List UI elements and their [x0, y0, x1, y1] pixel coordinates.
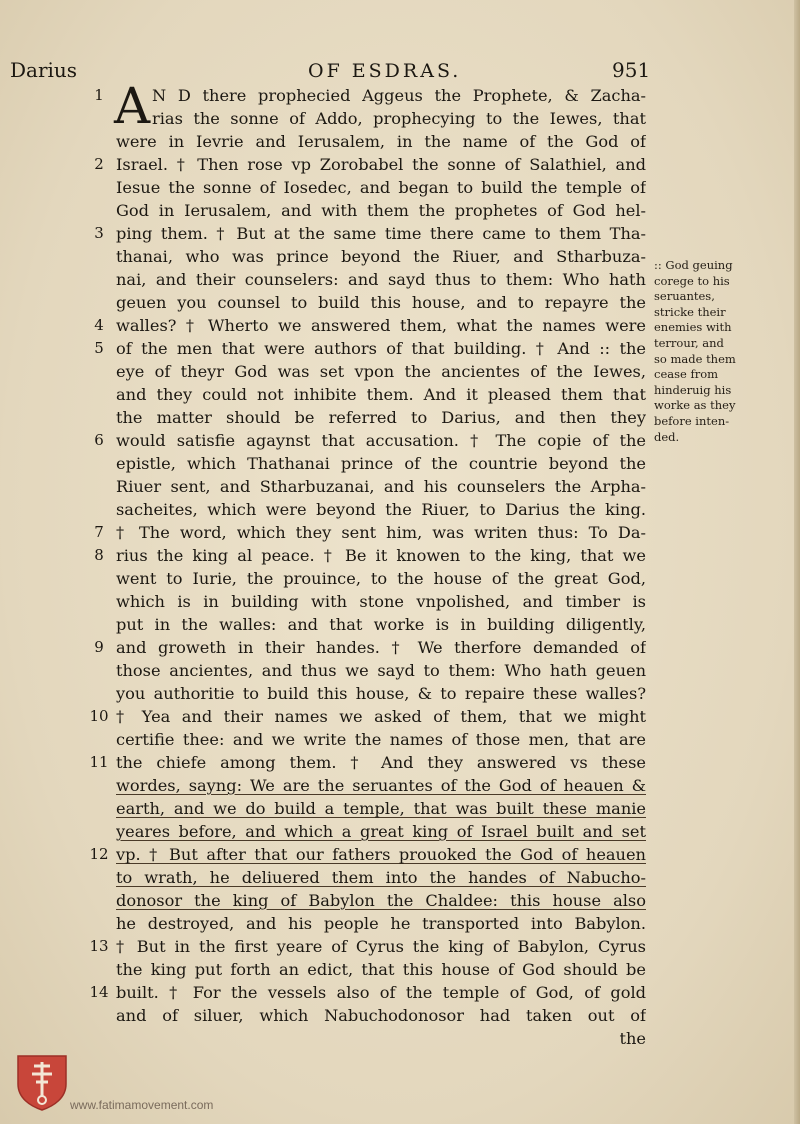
verse-number: [86, 130, 112, 153]
text-line: went to Iurie, the prouince, to the house of the great God,: [116, 569, 646, 588]
verse-number: [86, 682, 112, 705]
text-line: and they could not inhibite them. And it pleased them that: [116, 385, 646, 404]
text-line: Riuer sent, and Stharbuzanai, and his counselers the Arpha-: [116, 477, 646, 496]
text-line: Iesue the sonne of Iosedec, and began to build the temple of: [116, 178, 646, 197]
verse-number: [86, 360, 112, 383]
text-line: built. † For the vessels also of the temple of God, of gold: [116, 983, 646, 1002]
verse-number: 12: [89, 845, 109, 863]
text-line: eye of theyr God was set vpon the ancientes of the Iewes,: [116, 362, 646, 381]
verse-number: [86, 797, 112, 820]
text-line: † But in the first yeare of Cyrus the king of Babylon, Cyrus: [116, 937, 646, 956]
text-line: earth, and we do build a temple, that was built these manie: [116, 799, 646, 818]
text-line: donosor the king of Babylon the Chaldee: this house also: [116, 891, 646, 910]
marginal-note-line: stricke their: [654, 304, 726, 319]
text-line: Israel. † Then rose vp Zorobabel the sonne of Salathiel, and: [116, 155, 646, 174]
verse-number: [86, 475, 112, 498]
chapter-text: [0, 77, 800, 1052]
marginal-note-line: so made them: [654, 351, 736, 366]
verse-number: 3: [94, 224, 104, 242]
verse-number: [86, 567, 112, 590]
verse-number: [86, 176, 112, 199]
text-line: † The word, which they sent him, was writen thus: To Da-: [116, 523, 646, 542]
website-watermark: www.fatimamovement.com: [70, 1098, 214, 1112]
text-line: nai, and their counselers: and sayd thus to them: Who hath: [116, 270, 646, 289]
text-line: and groweth in their handes. † We therfore demanded of: [116, 638, 646, 657]
verse-number: 6: [94, 431, 104, 449]
verse-number: [86, 958, 112, 981]
verse-number: 7: [94, 523, 104, 541]
verse-number: 1: [94, 86, 104, 104]
running-head-title: OF ESDRAS.: [308, 60, 462, 82]
verse-number: 13: [89, 937, 109, 955]
verse-number: 8: [94, 546, 104, 564]
marginal-note-line: hinderuig his: [654, 382, 732, 397]
marginal-note-line: seruantes,: [654, 289, 715, 304]
verse-number: [86, 245, 112, 268]
text-line: those ancientes, and thus we sayd to them: Who hath geuen: [116, 661, 646, 680]
marginal-note-line: terrour, and: [654, 335, 724, 350]
text-line: walles? † Wherto we answered them, what the names were: [116, 316, 646, 335]
verse-number: 9: [94, 638, 104, 656]
page-number: 951: [612, 58, 651, 82]
verse-number: 2: [94, 155, 104, 173]
footer: [10, 1050, 310, 1114]
verse-number: [86, 659, 112, 682]
marginal-note-line: ded.: [654, 429, 680, 444]
marginal-note-line: before inten-: [654, 413, 730, 428]
verse-number: [86, 291, 112, 314]
text-line: the: [619, 1029, 646, 1048]
verse-number: [86, 498, 112, 521]
verse-number: 5: [94, 339, 104, 357]
text-line: † Yea and their names we asked of them, that we might: [116, 707, 646, 726]
verse-number: 14: [89, 983, 109, 1001]
verse-number: [86, 383, 112, 406]
text-line: ping them. † But at the same time there came to them Tha-: [116, 224, 646, 243]
verse-number: 4: [94, 316, 104, 334]
running-head-left: Darius: [10, 58, 78, 82]
marginal-note-line: :: God geuing: [654, 258, 733, 272]
text-line: rius the king al peace. † Be it knowen to the king, that we: [116, 546, 646, 565]
text-line: the chiefe among them. † And they answered vs these: [116, 753, 646, 772]
text-line: he destroyed, and his people he transported into Babylon.: [116, 914, 646, 933]
verse-number: [86, 820, 112, 843]
verse-number: [86, 912, 112, 935]
verse-number: 10: [89, 707, 109, 725]
text-line: rias the sonne of Addo, prophecying to the Iewes, that: [152, 109, 646, 128]
text-line: of the men that were authors of that building. † And :: the: [116, 339, 646, 358]
text-line: were in Ievrie and Ierusalem, in the name of the God of: [116, 132, 646, 151]
text-line: would satisfie agaynst that accusation. † The copie of the: [116, 431, 646, 450]
verse-number: [86, 590, 112, 613]
marginal-note-line: worke as they: [654, 398, 736, 413]
text-line: geuen you counsel to build this house, and to repayre the: [116, 293, 646, 312]
verse-number: [86, 1027, 112, 1050]
text-line: put in the walles: and that worke is in building diligently,: [116, 615, 646, 634]
verse-number: [86, 728, 112, 751]
text-line: you authoritie to build this house, & to repaire these walles?: [116, 684, 646, 703]
text-line: wordes, sayng: We are the seruantes of the God of heauen &: [116, 776, 646, 795]
verse-number: [86, 406, 112, 429]
marginal-note-line: cease from: [654, 367, 719, 382]
verse-number: [86, 889, 112, 912]
text-line: N D there prophecied Aggeus the Prophete, & Zacha-: [152, 86, 646, 105]
papal-seal-icon: [14, 1052, 70, 1112]
verse-number: [86, 774, 112, 797]
text-line: God in Ierusalem, and with them the prophetes of God hel-: [116, 201, 646, 220]
verse-number: [86, 199, 112, 222]
text-line: and of siluer, which Nabuchodonosor had taken out of: [116, 1006, 646, 1025]
text-line: yeares before, and which a great king of Israel built and set: [116, 822, 646, 841]
marginal-note-line: corege to his: [654, 273, 730, 288]
text-line: vp. † But after that our fathers prouoked the God of heauen: [116, 845, 646, 864]
verse-number: [86, 613, 112, 636]
verse-number: [86, 866, 112, 889]
marginal-note-line: enemies with: [654, 320, 732, 335]
verse-number: [86, 107, 112, 130]
text-line: certifie thee: and we write the names of those men, that are: [116, 730, 646, 749]
verse-number: 11: [89, 753, 109, 771]
text-line: thanai, who was prince beyond the Riuer, and Stharbuza-: [116, 247, 646, 266]
verse-number: [86, 1004, 112, 1027]
text-line: to wrath, he deliuered them into the handes of Nabucho-: [116, 868, 646, 887]
marginal-note: [654, 258, 766, 445]
drop-cap: A: [114, 77, 151, 135]
text-line: which is in building with stone vnpolished, and timber is: [116, 592, 646, 611]
verse-number: [86, 268, 112, 291]
text-line: the matter should be referred to Darius, and then they: [116, 408, 646, 427]
text-line: the king put forth an edict, that this house of God should be: [116, 960, 646, 979]
verse-number: [86, 452, 112, 475]
text-line: epistle, which Thathanai prince of the countrie beyond the: [116, 454, 646, 473]
text-line: sacheites, which were beyond the Riuer, to Darius the king.: [116, 500, 646, 519]
